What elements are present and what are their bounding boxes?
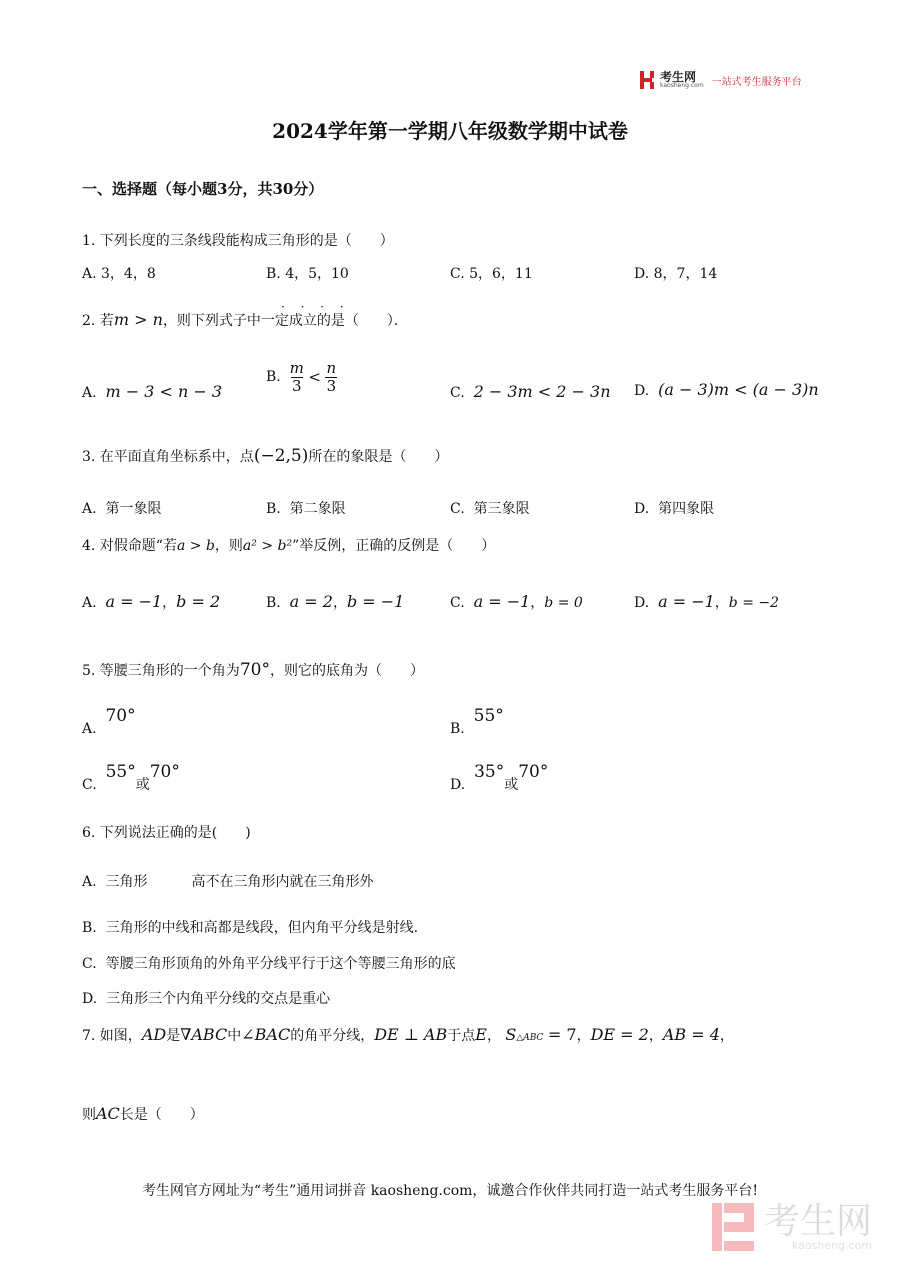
question-2-stem: 2. 若m > n，则下列式子中一定成立的是（ ）． <box>82 310 408 329</box>
question-1-stem: 1. 下列长度的三条线段能构成三角形的是（ ） <box>82 233 394 249</box>
q4-option-b: B. a = 2，b = −1 <box>266 592 405 611</box>
kaosheng-watermark-icon <box>712 1203 756 1251</box>
page-footer: 考生网官方网址为“考生”通用词拼音 kaosheng.com，诚邀合作伙伴共同打造一站式考生服务平台! <box>141 1183 759 1199</box>
question-5-stem: 5. 等腰三角形的一个角为70°，则它的底角为（ ） <box>82 660 424 680</box>
q5-option-c: C. 55°或70° <box>82 762 180 793</box>
q1-option-d: D. 8，7，14 <box>634 266 718 282</box>
q3-option-a: A. 第一象限 <box>82 501 162 517</box>
q6-option-c: C. 等腰三角形顶角的外角平分线平行于这个等腰三角形的底 <box>82 956 456 972</box>
q4-option-d: D. a = −1，b = −2 <box>634 592 780 611</box>
q5-option-a: A. 70° <box>82 706 136 737</box>
q3-option-b: B. 第二象限 <box>266 501 346 517</box>
question-4-stem: 4. 对假命题“若a > b，则a² > b²”举反例，正确的反例是（ ） <box>82 538 496 554</box>
q2-option-a: A. m − 3 < n − 3 <box>82 382 223 401</box>
question-7-line-2: 则AC长是（ ） <box>82 1104 204 1123</box>
q4-condition-1: a > b <box>176 538 215 554</box>
logo-slogan: 一站式考生服务平台 <box>711 76 802 88</box>
watermark-domain: kaosheng.com <box>791 1238 873 1252</box>
q4-option-a: A. a = −1，b = 2 <box>82 592 221 611</box>
q1-option-a: A. 3，4，8 <box>82 266 156 282</box>
q1-option-c: C. 5，6，11 <box>450 266 533 282</box>
q2-emphasis-dots: · · · · <box>281 300 350 314</box>
q3-option-d: D. 第四象限 <box>634 501 715 517</box>
section-heading: 一、选择题（每小题3分，共30分） <box>82 180 324 198</box>
kaosheng-logo-icon <box>640 71 656 89</box>
q5-option-d: D. 35°或70° <box>450 762 549 793</box>
watermark <box>712 1200 873 1252</box>
question-6-stem: 6. 下列说法正确的是( ) <box>82 825 251 841</box>
logo-domain: kaosheng.com <box>660 82 704 89</box>
q6-option-a: A. 三角形 高不在三角形内就在三角形外 <box>82 874 374 890</box>
q2-option-c: C. 2 − 3m < 2 − 3n <box>450 382 611 401</box>
question-3-stem: 3. 在平面直角坐标系中，点(−2,5)所在的象限是（ ） <box>82 446 449 466</box>
q5-option-b: B. 55° <box>450 706 504 737</box>
header-logo <box>640 71 802 89</box>
q2-option-b: B. $\frac{m}{3}$ < $\frac{n}{3}$ <box>266 359 337 395</box>
question-7-stem: 7. 如图，AD是∇ABC中∠BAC的角平分线，DE ⊥ AB于点E， S△ABC = 7，DE = 2，AB = 4， <box>82 1025 734 1044</box>
q6-option-b: B. 三角形的中线和高都是线段，但内角平分线是射线. <box>82 920 419 936</box>
q4-condition-2: a² > b² <box>242 538 293 554</box>
q4-option-c: C. a = −1，b = 0 <box>450 592 583 611</box>
page-title: 2024学年第一学期八年级数学期中试卷 <box>272 119 628 143</box>
logo-name: 考生网 <box>660 70 697 84</box>
q5-angle: 70° <box>239 660 270 680</box>
q2-condition: m > n <box>113 310 163 329</box>
q1-option-b: B. 4，5，10 <box>266 266 349 282</box>
watermark-name: 考生网 <box>764 1200 873 1242</box>
q3-point: (−2,5) <box>253 446 309 466</box>
q3-option-c: C. 第三象限 <box>450 501 530 517</box>
q6-option-d: D. 三角形三个内角平分线的交点是重心 <box>82 991 331 1007</box>
q2-option-d: D. (a − 3)m < (a − 3)n <box>634 380 819 399</box>
